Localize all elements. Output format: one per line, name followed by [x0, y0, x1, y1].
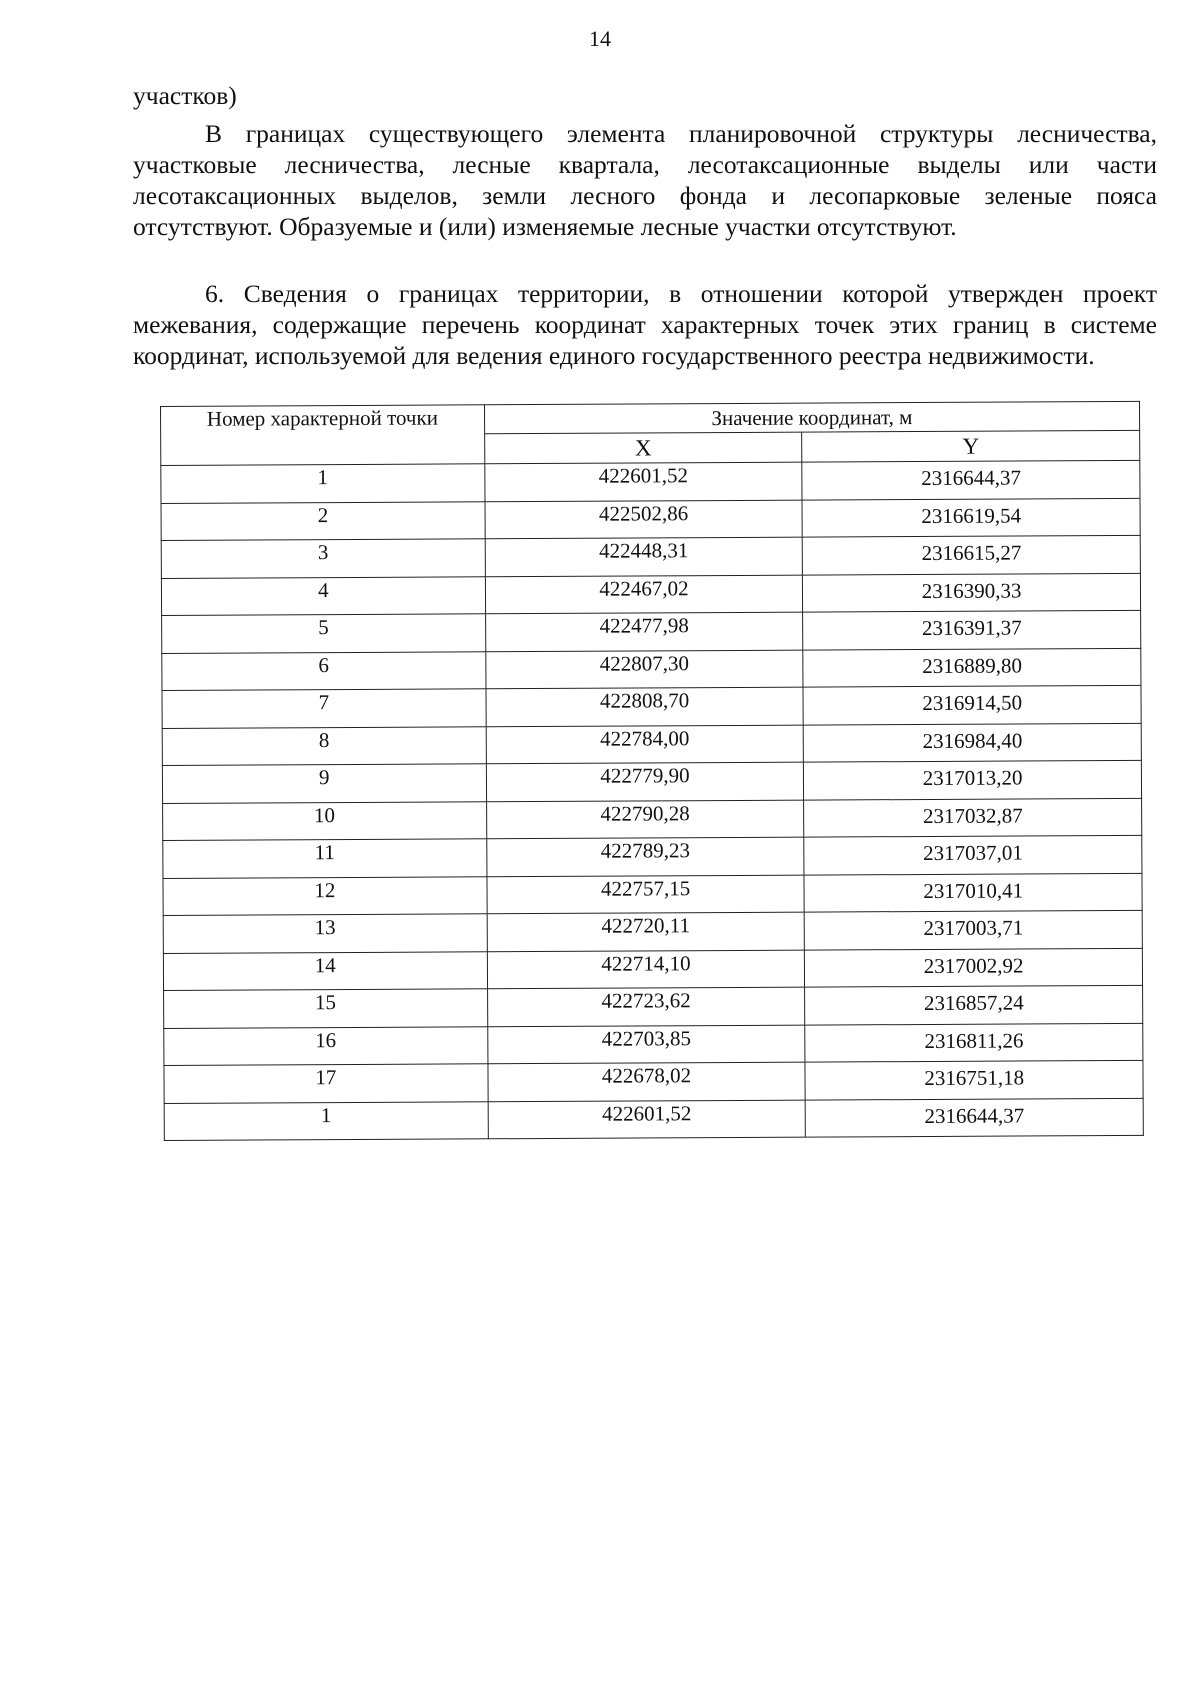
point-number-cell: 4 — [161, 576, 485, 615]
table-row — [162, 685, 1141, 728]
x-coordinate-cell: 422723,62 — [487, 987, 805, 1026]
point-number-cell: 7 — [162, 689, 486, 728]
point-number-cell: 17 — [164, 1064, 488, 1103]
y-coordinate-cell: 2317013,20 — [804, 760, 1142, 799]
point-number-cell: 1 — [161, 464, 485, 503]
point-number-cell: 3 — [161, 539, 485, 578]
y-coordinate-cell: 2316619,54 — [802, 498, 1140, 537]
coordinates-table-body — [161, 460, 1144, 1140]
x-coordinate-cell: 422703,85 — [487, 1025, 805, 1064]
table-row — [163, 835, 1142, 878]
x-coordinate-cell: 422714,10 — [487, 950, 805, 989]
y-coordinate-cell: 2316751,18 — [805, 1060, 1143, 1099]
y-coordinate-cell: 2317037,01 — [804, 835, 1142, 874]
table-row — [162, 723, 1141, 766]
x-coordinate-cell: 422467,02 — [485, 575, 803, 614]
table-row — [161, 498, 1140, 541]
table-row — [162, 648, 1141, 691]
y-coordinate-cell: 2317003,71 — [804, 910, 1142, 949]
table-row — [163, 910, 1142, 953]
header-y: Y — [802, 430, 1140, 462]
point-number-cell: 12 — [163, 876, 487, 915]
table-row — [162, 760, 1141, 803]
x-coordinate-cell: 422790,28 — [486, 800, 804, 839]
x-coordinate-cell: 422477,98 — [485, 612, 803, 651]
table-row — [164, 1023, 1143, 1066]
y-coordinate-cell: 2316984,40 — [804, 723, 1142, 762]
y-coordinate-cell: 2316390,33 — [803, 573, 1141, 612]
x-coordinate-cell: 422601,52 — [488, 1100, 806, 1139]
x-coordinate-cell: 422448,31 — [485, 537, 803, 576]
table-row — [164, 1098, 1143, 1141]
y-coordinate-cell: 2316857,24 — [805, 985, 1143, 1024]
point-number-cell: 9 — [162, 764, 486, 803]
x-coordinate-cell: 422678,02 — [488, 1062, 806, 1101]
table-row — [161, 460, 1140, 503]
coordinates-table — [160, 401, 1144, 1141]
point-number-cell: 1 — [164, 1101, 488, 1140]
table-row — [163, 948, 1142, 991]
table-row — [164, 1060, 1143, 1103]
point-number-cell: 8 — [162, 726, 486, 765]
x-coordinate-cell: 422784,00 — [486, 725, 804, 764]
x-coordinate-cell: 422789,23 — [486, 837, 804, 876]
forest-paragraph: В границах существующего элемента планировочной структуры лесничества, участковые лесничества, лесные квартала, лесотаксационные выделы или части лесотаксационных выделов, земли лесного фонда и лесопарковые зеленые пояса отсутствуют. Образуемые и (или) изменяемые лесные участки отсутствуют. — [133, 119, 1157, 241]
table-row — [161, 535, 1140, 578]
table-row — [164, 985, 1143, 1028]
x-coordinate-cell: 422502,86 — [485, 500, 803, 539]
header-coordinates: Значение координат, м — [484, 401, 1139, 433]
y-coordinate-cell: 2316811,26 — [805, 1023, 1143, 1062]
y-coordinate-cell: 2317032,87 — [804, 798, 1142, 837]
y-coordinate-cell: 2316391,37 — [803, 610, 1141, 649]
y-coordinate-cell: 2316889,80 — [803, 648, 1141, 687]
header-x: X — [484, 432, 802, 464]
y-coordinate-cell: 2317010,41 — [804, 873, 1142, 912]
y-coordinate-cell: 2317002,92 — [805, 948, 1143, 987]
table-row — [163, 873, 1142, 916]
point-number-cell: 16 — [164, 1026, 488, 1065]
page-number: 14 — [589, 26, 611, 51]
x-coordinate-cell: 422808,70 — [486, 687, 804, 726]
x-coordinate-cell: 422779,90 — [486, 762, 804, 801]
point-number-cell: 14 — [163, 951, 487, 990]
continued-paragraph: участков) — [133, 81, 237, 110]
table-row — [162, 610, 1141, 653]
point-number-cell: 11 — [163, 839, 487, 878]
y-coordinate-cell: 2316644,37 — [802, 460, 1140, 499]
y-coordinate-cell: 2316914,50 — [803, 685, 1141, 724]
header-point-number: Номер характерной точки — [161, 405, 485, 466]
x-coordinate-cell: 422807,30 — [485, 650, 803, 689]
point-number-cell: 10 — [163, 801, 487, 840]
point-number-cell: 15 — [164, 989, 488, 1028]
point-number-cell: 5 — [162, 614, 486, 653]
x-coordinate-cell: 422601,52 — [484, 462, 802, 501]
point-number-cell: 2 — [161, 501, 485, 540]
x-coordinate-cell: 422720,11 — [487, 912, 805, 951]
x-coordinate-cell: 422757,15 — [487, 875, 805, 914]
y-coordinate-cell: 2316615,27 — [803, 535, 1141, 574]
point-number-cell: 6 — [162, 651, 486, 690]
point-number-cell: 13 — [163, 914, 487, 953]
table-row — [161, 573, 1140, 616]
y-coordinate-cell: 2316644,37 — [805, 1098, 1143, 1137]
section-6-paragraph: 6. Сведения о границах территории, в отношении которой утвержден проект межевания, содержащие перечень координат характерных точек этих границ в системе координат, используемой для ведения единого государственного реестра недвижимости. — [133, 279, 1157, 370]
table-row — [163, 798, 1142, 841]
